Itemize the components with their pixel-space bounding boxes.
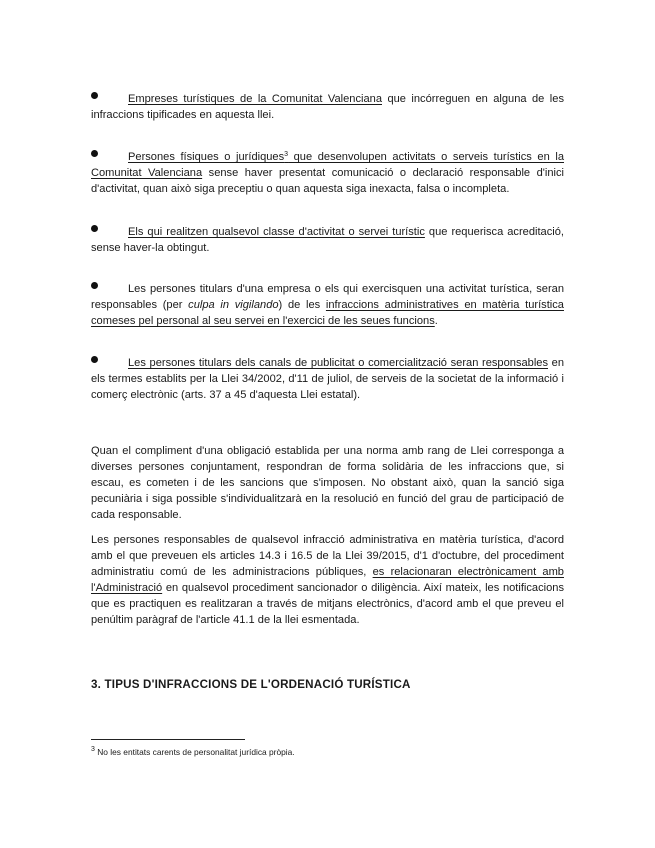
bullet-text: Persones físiques o jurídiques$^3$ que desenvolupen activitats o serveis turístics en la Comunitat Valenciana sense haver presentat comunicació o declaració responsable d'inici d'activitat, quan això siga preceptiu o quan aquesta siga inexacta, falsa o incompleta.	[91, 151, 564, 195]
bullet-dot-icon	[91, 225, 98, 232]
footnote-reference[interactable]: 3	[284, 151, 289, 158]
bullet-text: Les persones titulars dels canals de publicitat o comercialització seran responsables en els termes establits per la Llei 34/2002, d'11 de juliol, de serveis de la societat de la informació i comerç electrònic (arts. 37 a 45 d'aquesta Llei estatal).	[91, 357, 564, 401]
bullet-dot-icon	[91, 150, 98, 157]
underlined-term: Les persones titulars dels canals de publicitat o comercialització seran responsables	[128, 357, 549, 369]
underlined-term: Persones físiques o jurídiques$^3$ que desenvolupen activitats o serveis turístics en la Comunitat Valenciana	[91, 151, 564, 179]
bullet-dot-icon	[91, 282, 98, 289]
underlined-term: es relacionaran electrònicament amb l'Administració	[91, 566, 564, 594]
footnote: $^3$ No les entitats carents de personalitat jurídica pròpia.	[91, 746, 295, 757]
underlined-term: Empreses turístiques de la Comunitat Valenciana	[128, 93, 382, 105]
bullet-text: Les persones titulars d'una empresa o els qui exercisquen una activitat turística, seran responsables (per culpa in vigilando) de les infraccions administratives en matèria turística comeses pel personal al seu servei en l'exercici de les seues funcions.	[91, 283, 564, 327]
bullet-item-1	[91, 91, 564, 123]
section-heading: 3. TIPUS D'INFRACCIONS DE L'ORDENACIÓ TURÍSTICA	[91, 678, 411, 691]
bullet-item-5	[91, 355, 564, 403]
bullet-item-3	[91, 224, 564, 256]
bullet-text: Els qui realitzen qualsevol classe d'activitat o servei turístic que requerisca acreditació, sense haver-la obtingut.	[91, 226, 564, 254]
footnote-mark: 3	[91, 746, 95, 753]
bullet-item-2	[91, 149, 564, 197]
paragraph-joint-liability: Quan el compliment d'una obligació establida per una norma amb rang de Llei corresponga a diverses persones conjuntament, respondran de forma solidària de les infraccions que, si escau, es cometen i de les sancions que s'imposen. No obstant això, quan la sanció siga pecuniària i siga possible s'individualitzarà en la resolució en funció del grau de participació de cada responsable.	[91, 445, 564, 521]
bullet-text: Empreses turístiques de la Comunitat Valenciana que incórreguen en alguna de les infraccions tipificades en aquesta llei.	[91, 93, 564, 121]
underlined-term: Els qui realitzen qualsevol classe d'activitat o servei turístic	[128, 226, 425, 238]
bullet-dot-icon	[91, 92, 98, 99]
bullet-item-4	[91, 281, 564, 329]
bullet-dot-icon	[91, 356, 98, 363]
paragraph-electronic-relations: Les persones responsables de qualsevol infracció administrativa en matèria turística, d'acord amb el que preveuen els articles 14.3 i 16.5 de la Llei 39/2015, d'1 d'octubre, del procediment administratiu comú de les administracions públiques, es relacionaran electrònicament amb l'Administració en qualsevol procediment sancionador o diligència. Així mateix, les notificacions que es practiquen es realitzaran a través de mitjans electrònics, d'acord amb el que preveu el penúltim paràgraf de l'article 41.1 de la llei esmentada.	[91, 534, 564, 626]
footnote-separator	[91, 739, 245, 740]
underlined-term: infraccions administratives en matèria turística comeses pel personal al seu servei en l'exercici de les seues funcions	[91, 299, 564, 327]
